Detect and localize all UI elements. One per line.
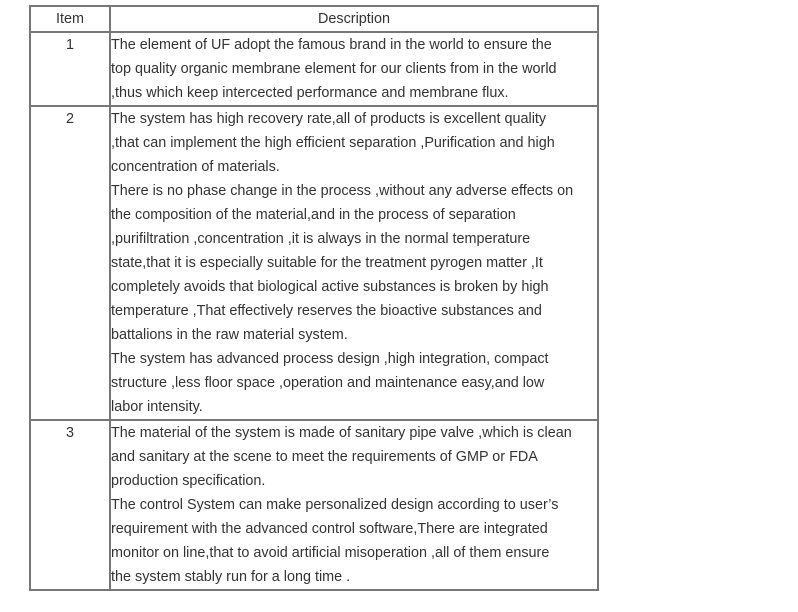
description-line: the system stably run for a long time .: [111, 569, 351, 585]
description-line: There is no phase change in the process ,without any adverse effects on: [111, 183, 574, 199]
description-line: temperature ,That effectively reserves the bioactive substances and: [111, 303, 542, 319]
table-row: [30, 106, 598, 420]
item-description: [110, 420, 598, 590]
description-paragraph: [111, 493, 597, 589]
description-line: ,thus which keep intercected performance and membrane flux.: [111, 85, 509, 101]
description-line: and sanitary at the scene to meet the requirements of GMP or FDA: [111, 449, 538, 465]
description-line: requirement with the advanced control software,There are integrated: [111, 521, 548, 537]
description-line: The element of UF adopt the famous brand in the world to ensure the: [111, 37, 552, 53]
item-description: [110, 32, 598, 106]
description-line: The system has advanced process design ,high integration, compact: [111, 351, 549, 367]
description-paragraph: [111, 347, 597, 419]
description-line: The control System can make personalized design according to user’s: [111, 497, 559, 513]
table-header-row: [30, 6, 598, 32]
description-line: concentration of materials.: [111, 159, 280, 175]
clipped-text-line: [118, 0, 258, 3]
description-paragraph: [111, 33, 597, 105]
description-line: The system has high recovery rate,all of products is excellent quality: [111, 111, 547, 127]
description-paragraph: [111, 421, 597, 493]
description-line: battalions in the raw material system.: [111, 327, 348, 343]
description-line: monitor on line,that to avoid artificial misoperation ,all of them ensure: [111, 545, 550, 561]
header-item: Item: [30, 6, 110, 32]
description-line: The material of the system is made of sanitary pipe valve ,which is clean: [111, 425, 572, 441]
table-body: [30, 32, 598, 590]
description-line: labor intensity.: [111, 399, 203, 415]
table-row: [30, 420, 598, 590]
description-line: the composition of the material,and in the process of separation: [111, 207, 516, 223]
item-number: 1: [30, 32, 110, 106]
description-line: structure ,less floor space ,operation and maintenance easy,and low: [111, 375, 545, 391]
description-line: production specification.: [111, 473, 266, 489]
header-description: Description: [110, 6, 598, 32]
item-number: 3: [30, 420, 110, 590]
description-line: state,that it is especially suitable for the treatment pyrogen matter ,It: [111, 255, 543, 271]
description-paragraph: [111, 179, 597, 347]
description-paragraph: [111, 107, 597, 179]
description-line: completely avoids that biological active substances is broken by high: [111, 279, 549, 295]
specification-table: [29, 5, 599, 591]
description-line: ,purifiltration ,concentration ,it is always in the normal temperature: [111, 231, 531, 247]
description-line: top quality organic membrane element for our clients from in the world: [111, 61, 557, 77]
description-line: ,that can implement the high efficient separation ,Purification and high: [111, 135, 555, 151]
table-row: [30, 32, 598, 106]
item-description: [110, 106, 598, 420]
item-number: 2: [30, 106, 110, 420]
